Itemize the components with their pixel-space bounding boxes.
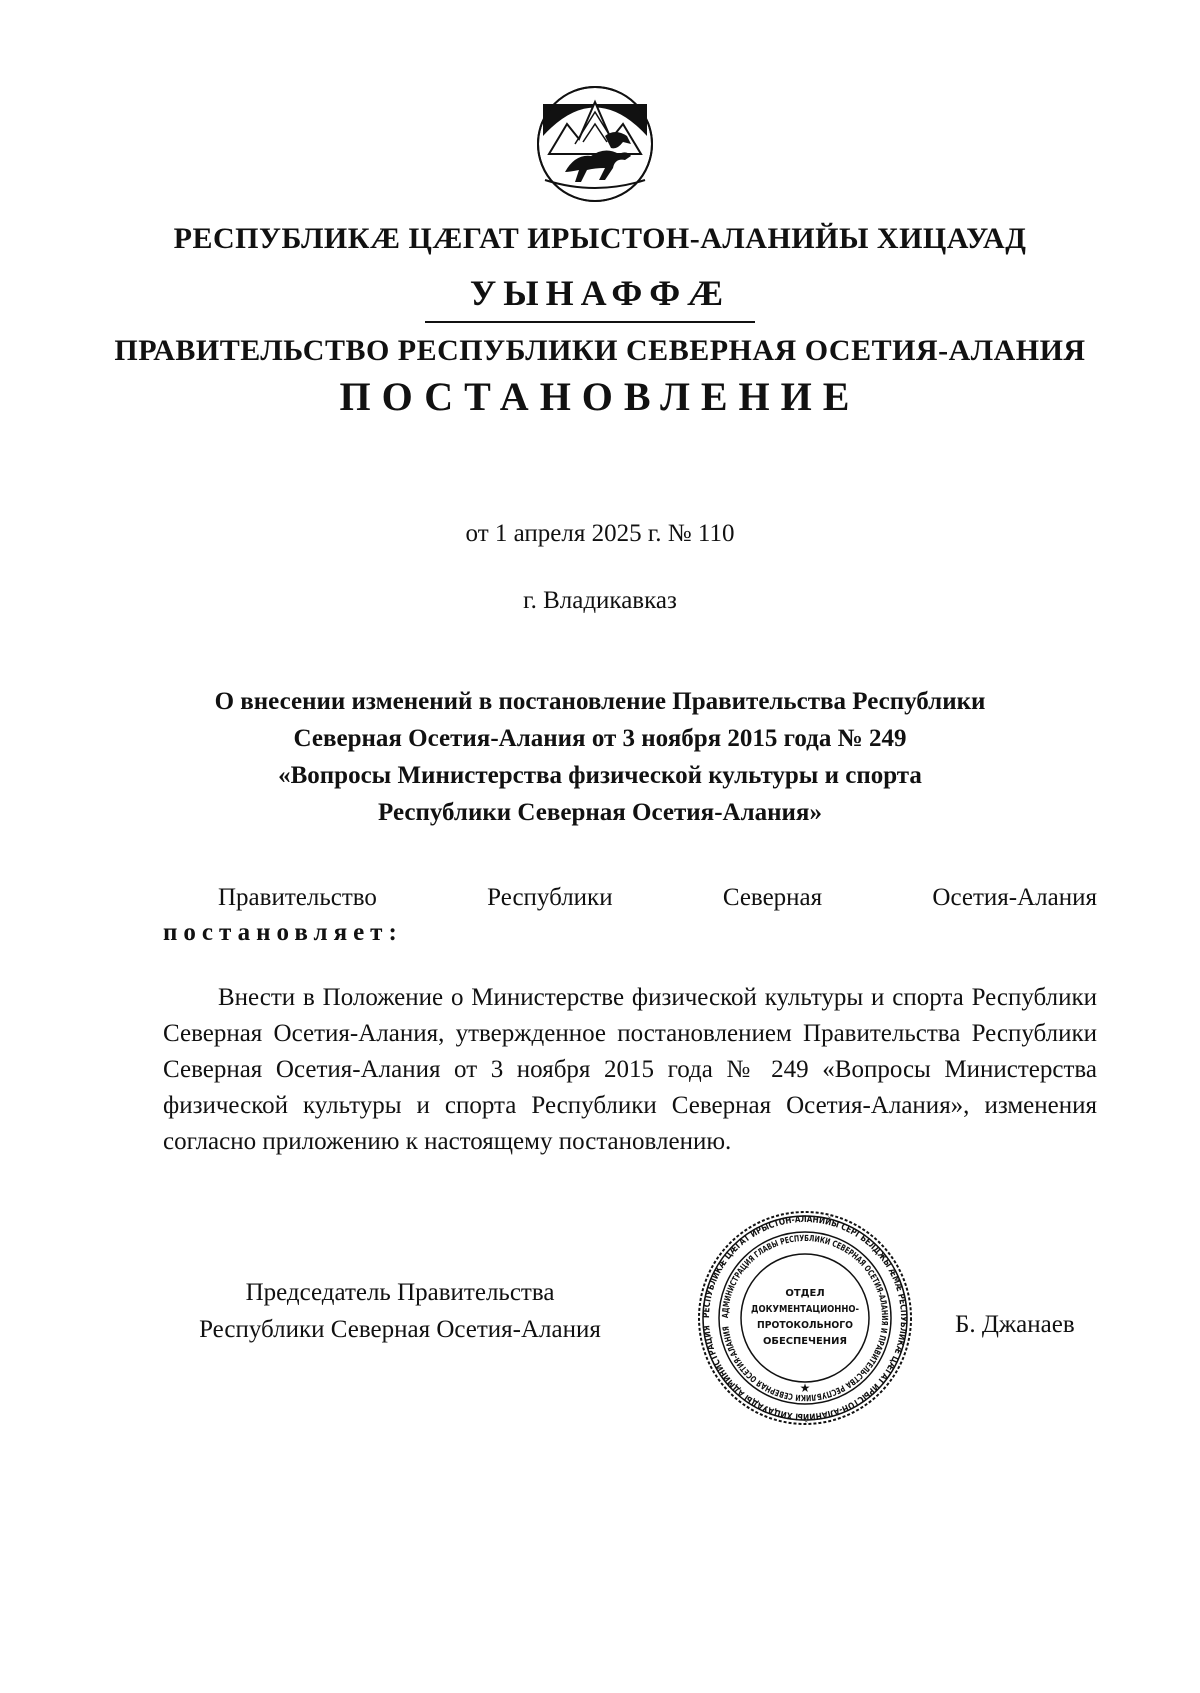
- stamp-center-line: ОБЕСПЕЧЕНИЯ: [763, 1336, 847, 1347]
- stamp-center-line: ДОКУМЕНТАЦИОННО-: [751, 1304, 859, 1315]
- decree-russian-heading: ПОСТАНОВЛЕНИЕ: [339, 374, 861, 419]
- decree-title-line: О внесении изменений в постановление Правительства Республики: [214, 688, 986, 715]
- resolving-clause: [163, 880, 1097, 950]
- signatory-name: Б. Джанаев: [955, 1311, 1075, 1338]
- decree-body-paragraph: Внести в Положение о Министерстве физической культуры и спорта Республики Северная Осетия-Алания, утвержденное постановлением Правительства Республики Северная Осетия-Алания от 3 ноября 2015 года № 249 «Вопросы Министерства физической культуры и спорта Республики Северная Осетия-Алания», изменения согласно приложению к настоящему постановлению.: [163, 984, 1097, 1155]
- stamp-outer-ring-text: РЕСПУБЛИКÆ ЦÆГАТ ИРЫСТОН-АЛАНИЙЫ СЕРГЪЕЛДЖЫ ÆМÆ РЕСПУБЛИКÆ ЦÆГАТ ИРЫСТОН-АЛАНИЙЫ ХИЦАУАДЫ АДМИНИСТРАЦИЯ: [701, 1214, 909, 1422]
- signatory-position: [160, 1274, 640, 1348]
- coat-of-arms-emblem: [535, 84, 655, 204]
- signatory-position-line: Председатель Правительства: [245, 1279, 555, 1306]
- stamp-star-icon: ★: [799, 1381, 811, 1395]
- resolving-word: Республики: [487, 884, 613, 911]
- stamp-inner-ring-text: АДМИНИСТРАЦИЯ ГЛАВЫ РЕСПУБЛИКИ СЕВЕРНАЯ ОСЕТИЯ-АЛАНИЯ И ПРАВИТЕЛЬСТВА РЕСПУБЛИКИ СЕВЕРНАЯ ОСЕТИЯ-АЛАНИЯ: [720, 1233, 890, 1403]
- decree-date-number: от 1 апреля 2025 г. № 110: [465, 520, 735, 547]
- decree-title-line: «Вопросы Министерства физической культуры и спорта: [278, 762, 922, 789]
- signatory-position-line: Республики Северная Осетия-Алания: [199, 1316, 601, 1343]
- republic-gov-ossetian-heading: РЕСПУБЛИКÆ ЦÆГАТ ИРЫСТОН-АЛАНИЙЫ ХИЦАУАД: [173, 222, 1027, 255]
- official-round-stamp: [695, 1208, 915, 1428]
- resolving-word: Правительство: [218, 884, 377, 911]
- resolving-verb: постановляет:: [163, 919, 403, 946]
- decree-title-line: Республики Северная Осетия-Алания»: [378, 799, 822, 826]
- decree-city: г. Владикавказ: [523, 587, 677, 614]
- decree-title-line: Северная Осетия-Алания от 3 ноября 2015 года № 249: [293, 725, 907, 752]
- stamp-center-line: ПРОТОКОЛЬНОГО: [757, 1320, 853, 1331]
- heading-divider: [425, 321, 755, 323]
- republic-gov-russian-heading: ПРАВИТЕЛЬСТВО РЕСПУБЛИКИ СЕВЕРНАЯ ОСЕТИЯ-АЛАНИЯ: [114, 334, 1086, 367]
- stamp-center-line: ОТДЕЛ: [785, 1288, 825, 1299]
- resolving-word: Северная: [722, 884, 823, 911]
- resolving-word: Осетия-Алания: [932, 884, 1097, 911]
- decree-ossetian-heading: УЫНАФФÆ: [469, 273, 731, 313]
- decree-title: [140, 683, 1060, 831]
